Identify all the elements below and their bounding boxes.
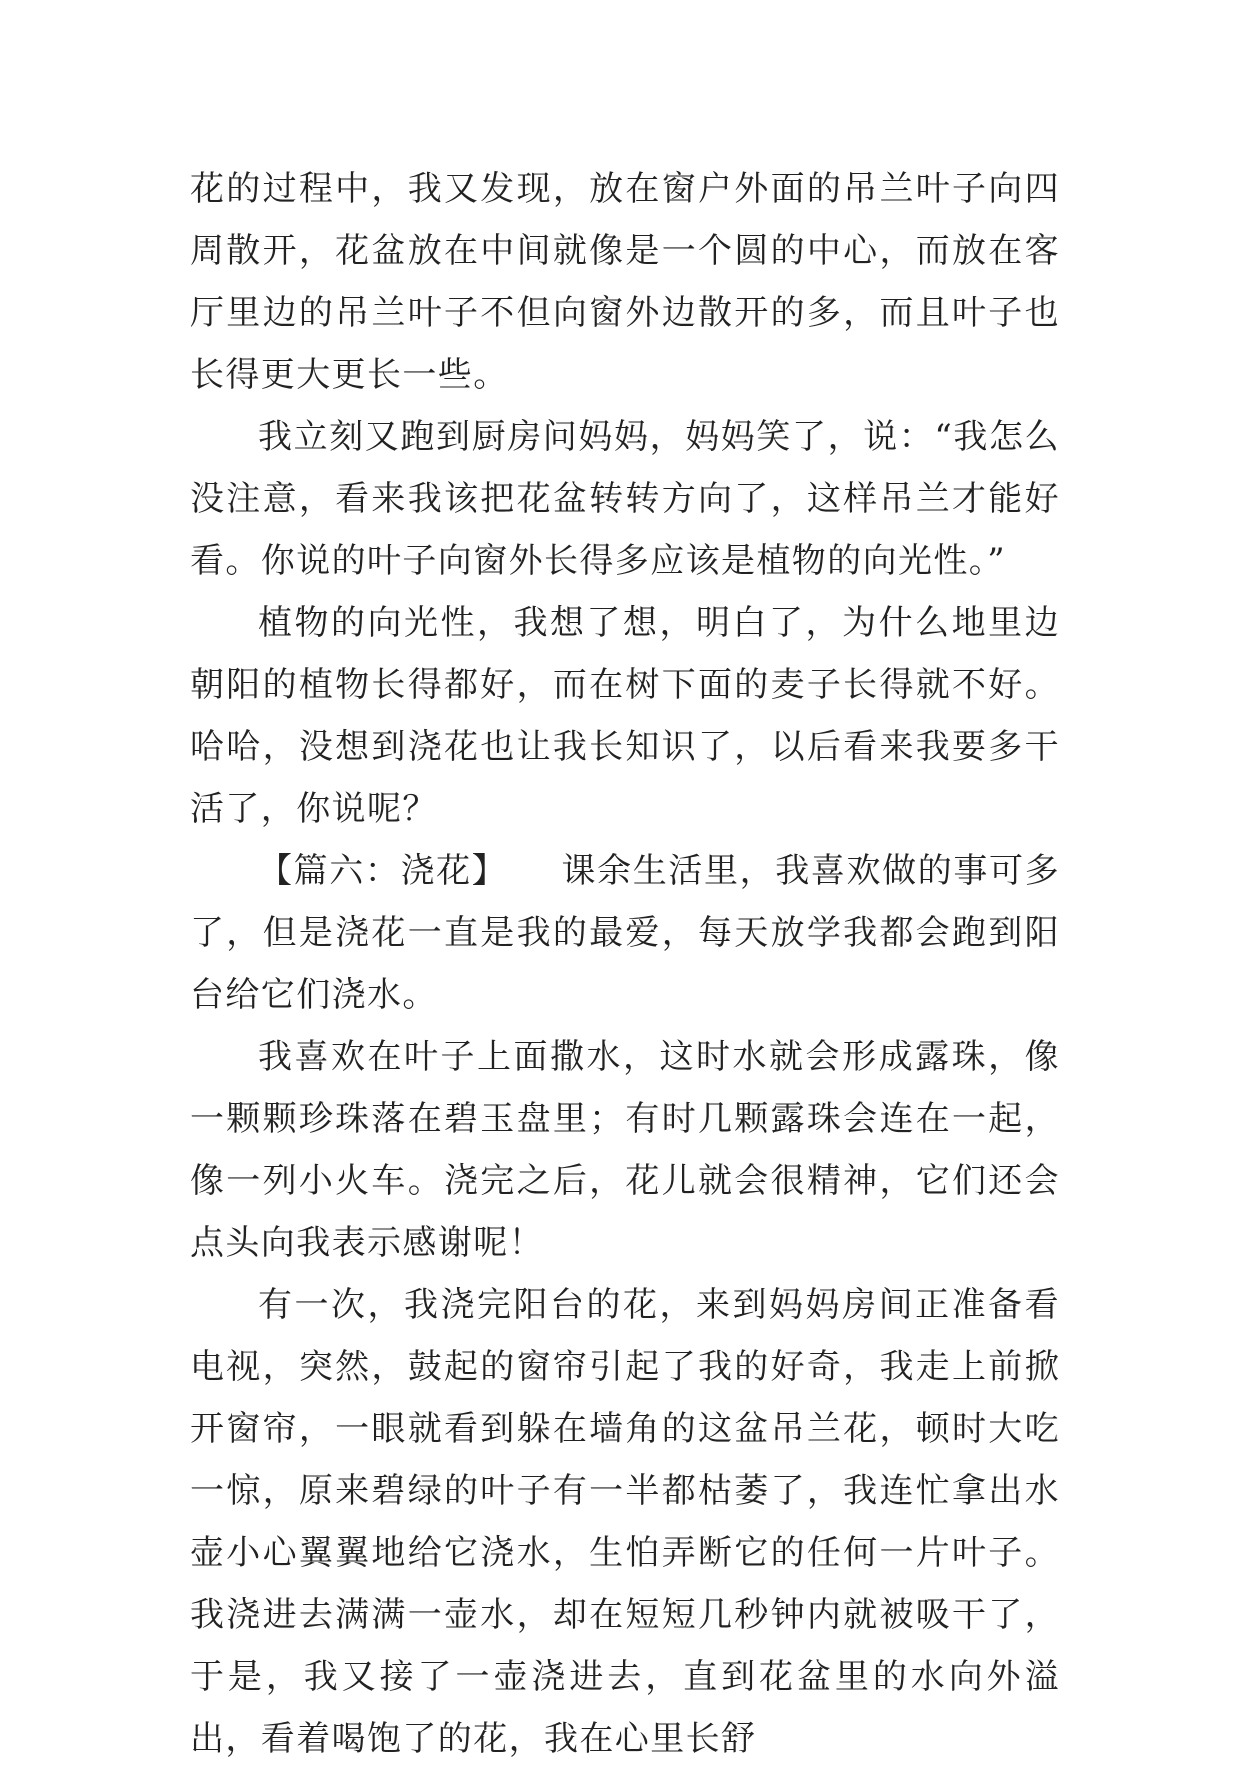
paragraph-1: 花的过程中，我又发现，放在窗户外面的吊兰叶子向四周散开，花盆放在中间就像是一个圆的中心，而放在客厅里边的吊兰叶子不但向窗外边散开的多，而且叶子也长得更大更长一些。 [190, 169, 1060, 395]
paragraph-3: 植物的向光性，我想了想，明白了，为什么地里边朝阳的植物长得都好，而在树下面的麦子长得就不好。哈哈，没想到浇花也让我长知识了，以后看来我要多干活了，你说呢？ [190, 603, 1060, 829]
paragraph-2: 我立刻又跑到厨房问妈妈，妈妈笑了，说：“我怎么没注意，看来我该把花盆转转方向了，这样吊兰才能好看。你说的叶子向窗外长得多应该是植物的向光性。” [190, 417, 1060, 581]
document-body [190, 158, 1060, 1770]
paragraph-5: 我喜欢在叶子上面撒水，这时水就会形成露珠，像一颗颗珍珠落在碧玉盘里；有时几颗露珠会连在一起，像一列小火车。浇完之后，花儿就会很精神，它们还会点头向我表示感谢呢！ [190, 1037, 1060, 1263]
paragraph-6: 有一次，我浇完阳台的花，来到妈妈房间正准备看电视，突然，鼓起的窗帘引起了我的好奇，我走上前掀开窗帘，一眼就看到躲在墙角的这盆吊兰花，顿时大吃一惊，原来碧绿的叶子有一半都枯萎了，我连忙拿出水壶小心翼翼地给它浇水，生怕弄断它的任何一片叶子。我浇进去满满一壶水，却在短短几秒钟内就被吸干了，于是，我又接了一壶浇进去，直到花盆里的水向外溢出，看着喝饱了的花，我在心里长舒 [190, 1285, 1060, 1759]
paragraph-4: 【篇六：浇花】 课余生活里，我喜欢做的事可多了，但是浇花一直是我的最爱，每天放学我都会跑到阳台给它们浇水。 [190, 851, 1060, 1015]
